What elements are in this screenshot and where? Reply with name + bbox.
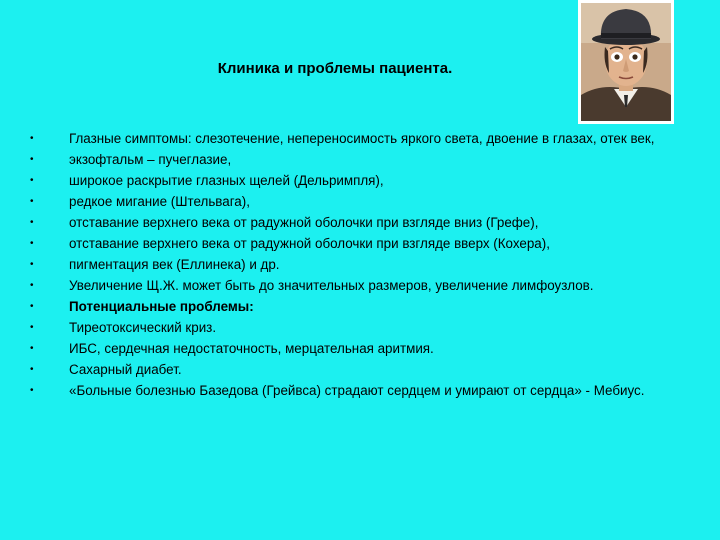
- list-item: [28, 173, 668, 189]
- list-item: [28, 383, 668, 399]
- bullet-dot: •: [30, 154, 34, 165]
- bullet-text: Сахарный диабет.: [69, 362, 182, 377]
- slide-title: Клиника и проблемы пациента.: [217, 60, 453, 77]
- bullet-dot: •: [30, 385, 34, 396]
- list-item: [28, 341, 668, 357]
- bullet-dot: •: [30, 238, 34, 249]
- bullet-dot: •: [30, 217, 34, 228]
- bullet-dot: •: [30, 259, 34, 270]
- list-item: [28, 257, 668, 273]
- bullet-list: [28, 131, 668, 404]
- bullet-text: широкое раскрытие глазных щелей (Дельримпля),: [69, 173, 384, 188]
- bullet-dot: •: [30, 322, 34, 333]
- portrait-photo: [578, 0, 674, 124]
- bullet-dot: •: [30, 175, 34, 186]
- list-item: [28, 131, 668, 147]
- bullet-text: пигментация век (Еллинека) и др.: [69, 257, 280, 272]
- list-item: [28, 362, 668, 378]
- bullet-text: ИБС, сердечная недостаточность, мерцательная аритмия.: [69, 341, 434, 356]
- list-item: [28, 320, 668, 336]
- bullet-dot: •: [30, 280, 34, 291]
- list-item: [28, 299, 668, 315]
- list-item: [28, 194, 668, 210]
- bullet-dot: •: [30, 301, 34, 312]
- bullet-text-heading: Потенциальные проблемы:: [69, 299, 254, 314]
- bullet-dot: •: [30, 133, 34, 144]
- list-item: [28, 152, 668, 168]
- list-item: [28, 215, 668, 231]
- bullet-text: Тиреотоксический криз.: [69, 320, 217, 335]
- bullet-text: экзофтальм – пучеглазие,: [69, 152, 232, 167]
- man-in-bowler-hat-icon: [581, 3, 671, 121]
- list-item: [28, 278, 668, 294]
- list-item: [28, 236, 668, 252]
- bullet-text: «Больные болезнью Базедова (Грейвса) страдают сердцем и умирают от сердца» - Мебиус.: [69, 383, 645, 398]
- bullet-dot: •: [30, 196, 34, 207]
- bullet-dot: •: [30, 343, 34, 354]
- bullet-text: Глазные симптомы: слезотечение, непереносимость яркого света, двоение в глазах, отек век,: [69, 131, 655, 146]
- bullet-text: отставание верхнего века от радужной оболочки при взгляде вверх (Кохера),: [69, 236, 550, 251]
- bullet-text: редкое мигание (Штельвага),: [69, 194, 250, 209]
- bullet-text: Увеличение Щ.Ж. может быть до значительных размеров, увеличение лимфоузлов.: [69, 278, 594, 293]
- bullet-text: отставание верхнего века от радужной оболочки при взгляде вниз (Грефе),: [69, 215, 539, 230]
- bullet-dot: •: [30, 364, 34, 375]
